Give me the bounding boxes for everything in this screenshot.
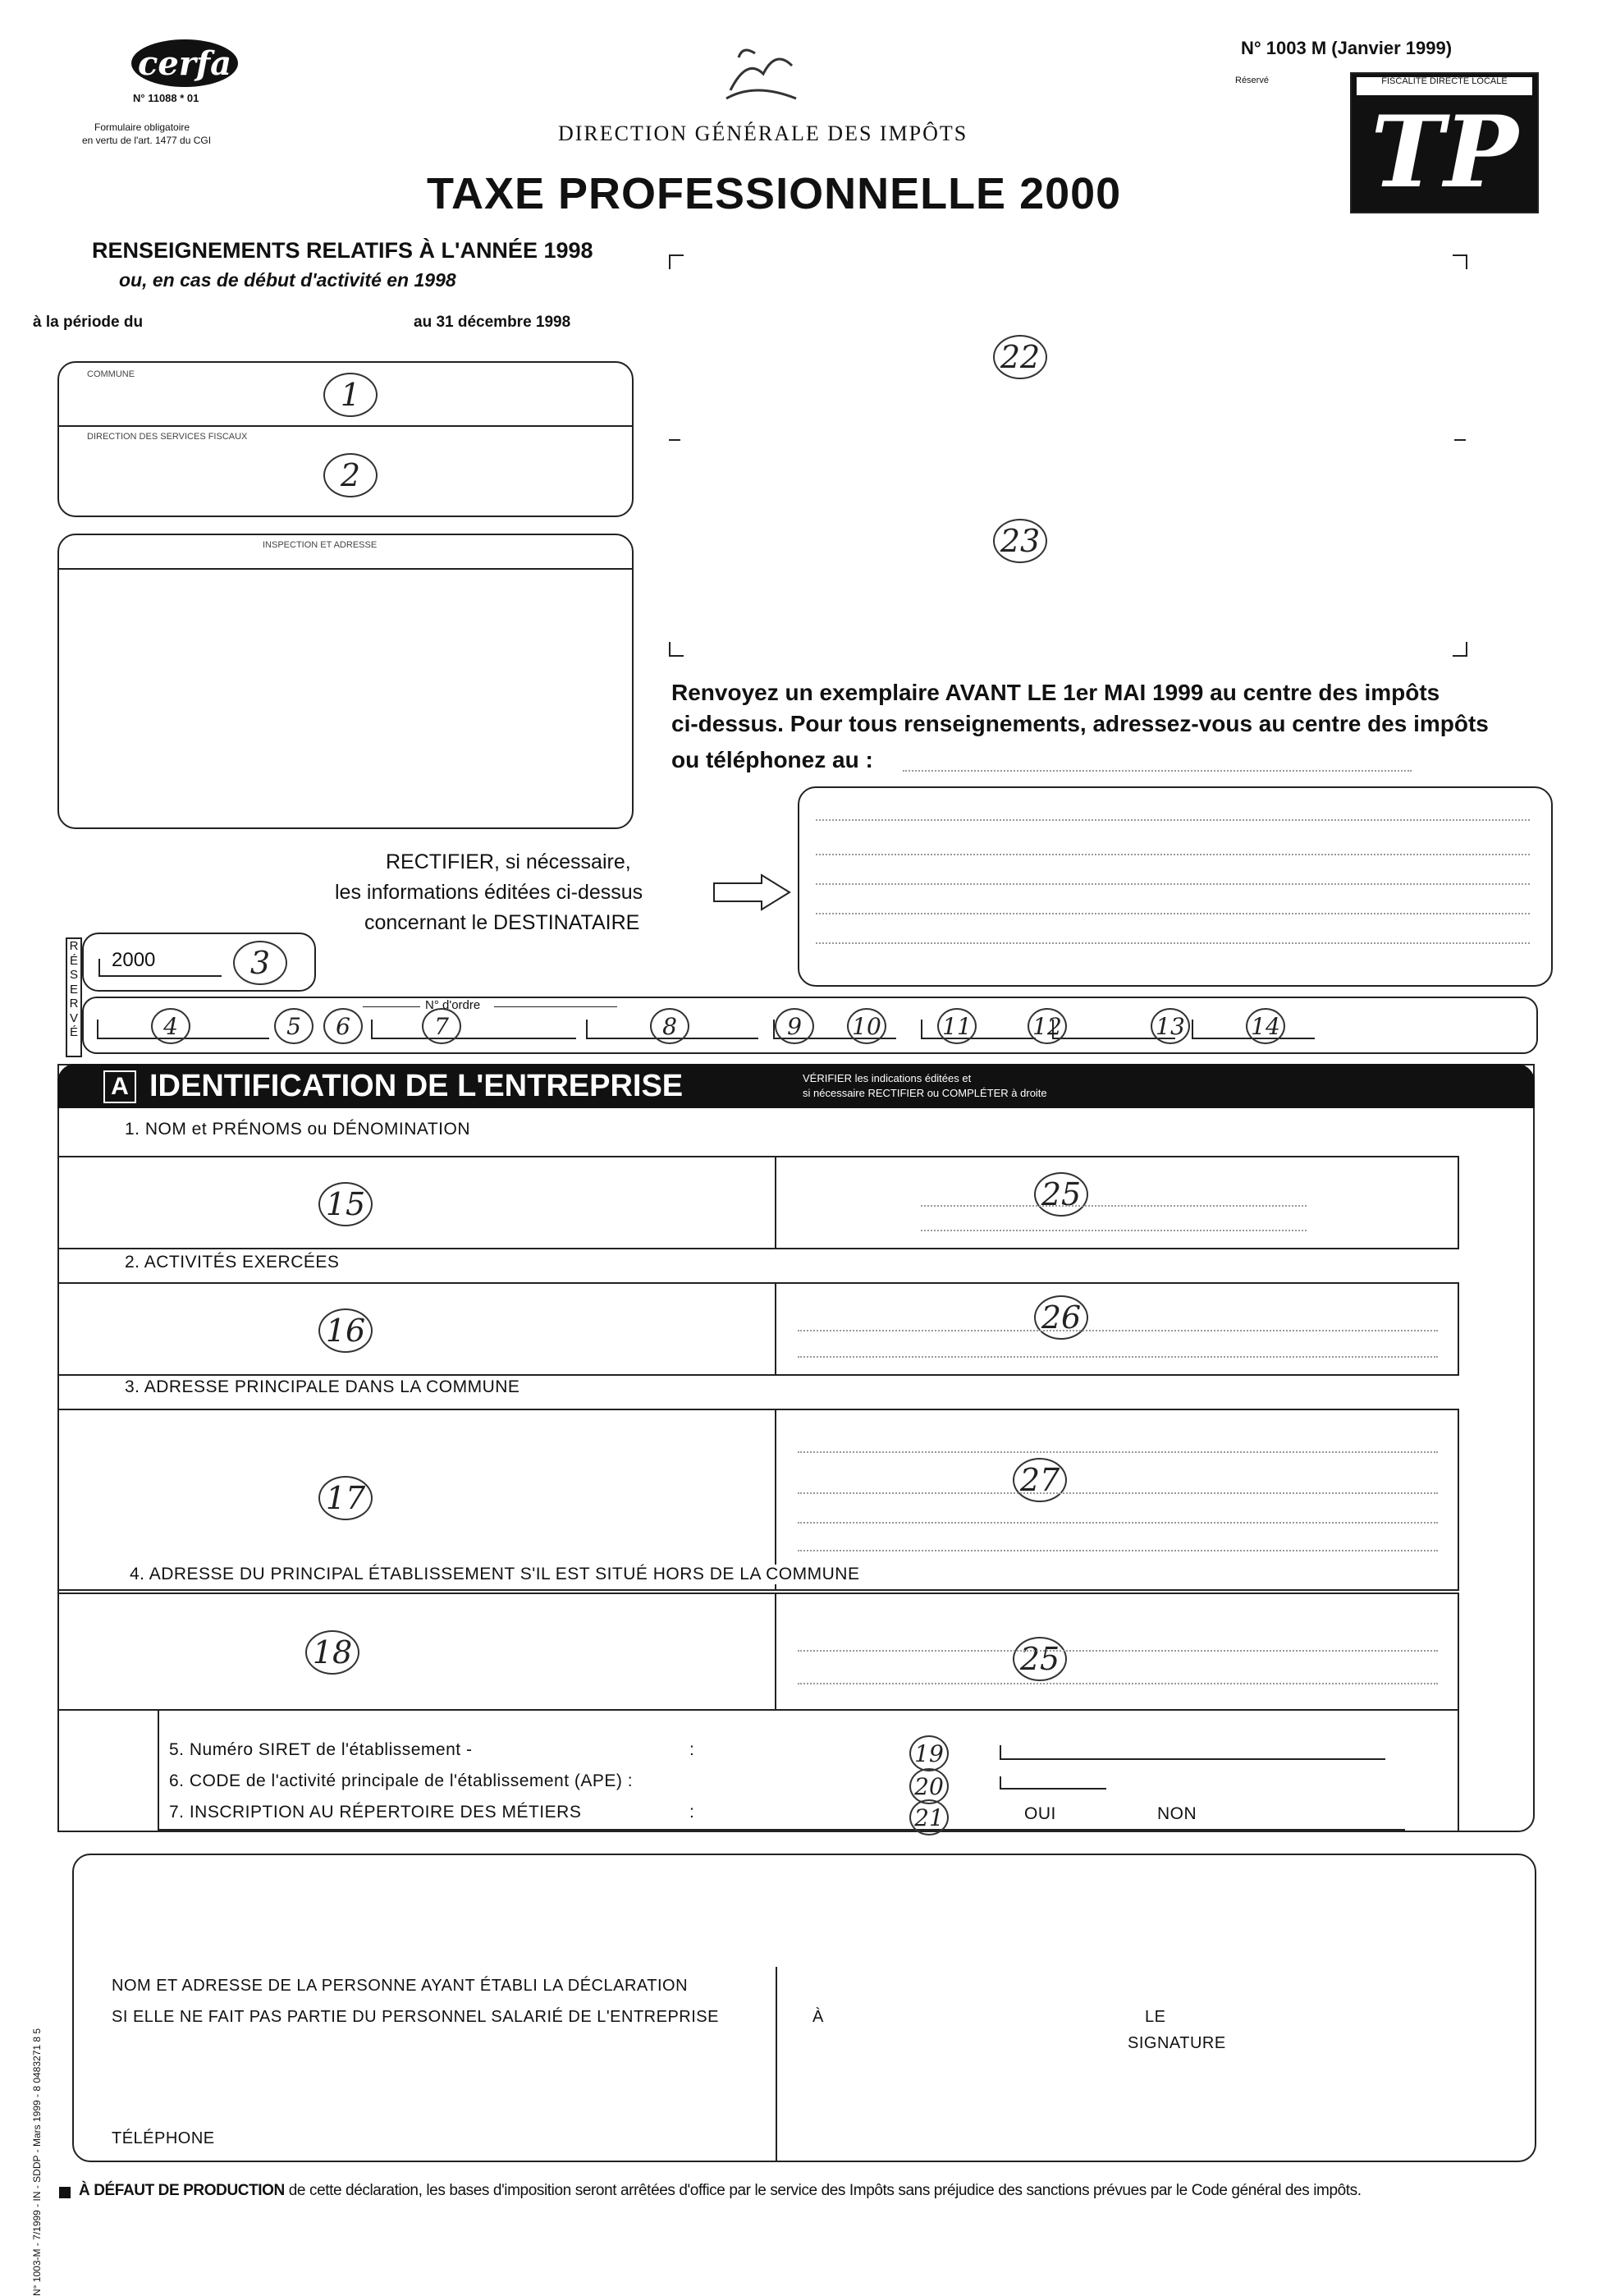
field-7-colon: : [689,1803,695,1822]
mandatory-note-1: Formulaire obligatoire [94,121,190,133]
form-number: N° 1003 M (Janvier 1999) [1241,38,1453,58]
ordre-label: N° d'ordre [425,998,481,1012]
footer-note-rest: de cette déclaration, les bases d'imposition seront arrêtées d'office par le service des Impôts sans préjudice des sanctions prévues par le Code général des impôts. [288,2182,1362,2199]
field-1-label: 1. NOM et PRÉNOMS ou DÉNOMINATION [125,1120,471,1139]
section-a-letter: A [103,1070,136,1103]
periode-suffix: au 31 décembre 1998 [414,314,571,331]
marker-16: 16 [318,1308,373,1353]
cerfa-logo-text: cerfa [137,44,231,83]
periode-prefix: à la période du [33,314,144,331]
field-3-label: 3. ADRESSE PRINCIPALE DANS LA COMMUNE [125,1377,520,1396]
marker-17: 17 [318,1476,373,1520]
renvoyez-line-3: ou téléphonez au : [671,747,873,772]
debut-activite-note: ou, en cas de début d'activité en 1998 [119,269,456,291]
footer-bullet-icon [59,2187,71,2198]
section-a-verify-1: VÉRIFIER les indications éditées et [803,1072,972,1084]
direction-title: DIRECTION GÉNÉRALE DES IMPÔTS [558,121,968,145]
oui-option[interactable]: OUI [1024,1804,1056,1823]
renvoyez-line-1: Renvoyez un exemplaire AVANT LE 1er MAI 1999 au centre des impôts [671,680,1440,705]
marianne-emblem-icon [714,41,804,107]
footer-note-bold: À DÉFAUT DE PRODUCTION [79,2182,285,2199]
marker-21: 21 [909,1799,949,1835]
field-1-row [57,1156,1459,1249]
marker-15: 15 [318,1182,373,1226]
declarant-label-1: NOM ET ADRESSE DE LA PERSONNE AYANT ÉTABLI LA DÉCLARATION [112,1977,689,1995]
marker-1: 1 [323,373,378,417]
destinataire-box[interactable] [798,786,1553,987]
marker-12: 12 [1028,1008,1067,1044]
inspection-label: INSPECTION ET ADRESSE [263,540,378,550]
telephone-label: TÉLÉPHONE [112,2129,215,2147]
arrow-right-icon [712,873,791,911]
marker-22: 22 [993,335,1047,379]
siret-input[interactable] [1000,1745,1385,1760]
reserve-label: Réservé [1235,76,1269,85]
marker-25-b: 25 [1013,1637,1067,1681]
marker-4: 4 [151,1008,190,1044]
a-label: À [812,2008,824,2026]
signature-label: SIGNATURE [1128,2034,1226,2052]
marker-2: 2 [323,453,378,497]
footer-note [79,2182,1589,2200]
marker-18: 18 [305,1630,359,1675]
field-5-label: 5. Numéro SIRET de l'établissement - [169,1740,473,1759]
mandatory-note-2: en vertu de l'art. 1477 du CGI [82,135,212,146]
marker-23: 23 [993,519,1047,563]
ape-input[interactable] [1000,1776,1106,1790]
field-2-label: 2. ACTIVITÉS EXERCÉES [125,1253,340,1272]
marker-26: 26 [1034,1295,1088,1340]
tp-logo-box [1350,72,1539,213]
marker-11: 11 [937,1008,977,1044]
fiscalite-label: FISCALITÉ DIRECTE LOCALE [1357,77,1532,95]
field-7-label: 7. INSCRIPTION AU RÉPERTOIRE DES MÉTIERS [169,1803,582,1822]
marker-14: 14 [1246,1008,1285,1044]
ordre-box [82,997,1538,1054]
cerfa-number: N° 11088 * 01 [133,92,199,104]
section-a-verify-2: si nécessaire RECTIFIER ou COMPLÉTER à droite [803,1087,1047,1099]
marker-6: 6 [323,1008,363,1044]
non-option[interactable]: NON [1157,1804,1197,1823]
marker-27: 27 [1013,1458,1067,1502]
rectifier-line-3: concernant le DESTINATAIRE [364,911,640,934]
reserve-vertical-text: RÉSERVÉ [69,939,79,1039]
field-2-row [57,1282,1459,1376]
marker-8: 8 [650,1008,689,1044]
form-title: TAXE PROFESSIONNELLE 2000 [427,169,1122,218]
declarant-label-2: SI ELLE NE FAIT PAS PARTIE DU PERSONNEL SALARIÉ DE L'ENTREPRISE [112,2008,719,2026]
section-a-title: IDENTIFICATION DE L'ENTREPRISE [149,1069,684,1103]
reserve-vertical-label [66,937,82,1057]
direction-services-label: DIRECTION DES SERVICES FISCAUX [87,432,248,442]
marker-5: 5 [274,1008,314,1044]
renseignements-title: RENSEIGNEMENTS RELATIFS À L'ANNÉE 1998 [92,238,593,263]
field-6-label: 6. CODE de l'activité principale de l'établissement (APE) : [169,1771,634,1790]
marker-13: 13 [1151,1008,1190,1044]
field-5-colon: : [689,1740,695,1759]
rectifier-line-1: RECTIFIER, si nécessaire, [386,850,631,873]
marker-3: 3 [233,941,287,985]
cerfa-logo [131,39,238,87]
marker-20: 20 [909,1768,949,1804]
commune-box [57,361,634,517]
tp-logo: TP [1371,94,1518,210]
field-3-row [57,1409,1459,1591]
inspection-box [57,534,634,829]
marker-25-a: 25 [1034,1172,1088,1217]
side-print-code: N° 1003-M - 7/1999 - IN - SDDP - Mars 1999 - 8 0483271 8 5 [31,2028,43,2296]
marker-7: 7 [422,1008,461,1044]
field-4-row [57,1593,1459,1711]
year-box [82,933,316,992]
marker-9: 9 [775,1008,814,1044]
le-label: LE [1145,2008,1166,2026]
rectifier-line-2: les informations éditées ci-dessus [335,881,643,904]
commune-label: COMMUNE [87,369,135,379]
renvoyez-line-2: ci-dessus. Pour tous renseignements, adressez-vous au centre des impôts [671,711,1489,736]
year-value: 2000 [112,949,156,971]
marker-10: 10 [847,1008,886,1044]
field-4-label: 4. ADRESSE DU PRINCIPAL ÉTABLISSEMENT S'IL EST SITUÉ HORS DE LA COMMUNE [125,1565,864,1584]
marker-19: 19 [909,1735,949,1771]
